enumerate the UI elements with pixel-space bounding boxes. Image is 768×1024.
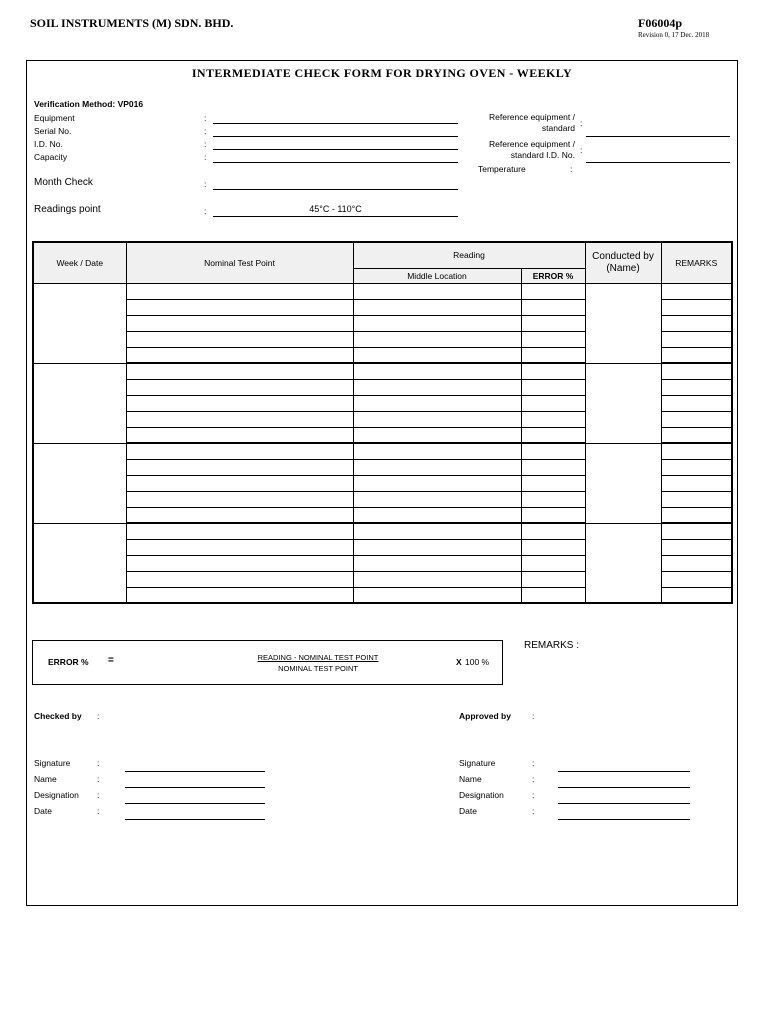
week-date-cell-2[interactable] [33,363,126,443]
approved-name-label: Name [459,774,482,784]
middle-cell[interactable] [353,315,521,331]
equipment-colon: : [204,113,207,123]
nominal-cell[interactable] [126,299,353,315]
capacity-field[interactable] [213,162,458,163]
ref-id-label-line2: standard I.D. No. [510,150,575,160]
form-title: INTERMEDIATE CHECK FORM FOR DRYING OVEN - WEEKLY [191,66,573,80]
ref-equipment-label [430,112,575,134]
nominal-cell[interactable] [126,507,353,523]
checked-designation-label: Designation [34,790,79,800]
readings-point-value: 45°C - 110°C [309,204,362,214]
ref-id-field[interactable] [586,162,730,163]
remarks-cell[interactable] [661,411,732,427]
middle-cell[interactable] [353,507,521,523]
error-cell[interactable] [521,331,585,347]
error-cell[interactable] [521,363,585,379]
conducted-by-cell-4[interactable] [585,523,661,603]
nominal-cell[interactable] [126,395,353,411]
formula-percent: 100 % [465,657,490,667]
middle-cell[interactable] [353,395,521,411]
remarks-cell[interactable] [661,299,732,315]
nominal-cell[interactable] [126,363,353,379]
checked-date-label: Date [34,806,52,816]
middle-cell[interactable] [353,459,521,475]
remarks-cell[interactable] [661,315,732,331]
remarks-cell[interactable] [661,539,732,555]
ref-id-label-line1: Reference equipment / [489,139,575,149]
nominal-cell[interactable] [126,331,353,347]
ref-equipment-colon: : [580,118,583,128]
remarks-cell[interactable] [661,507,732,523]
month-check-label: Month Check [34,177,93,188]
conducted-by-line2: (Name) [606,262,640,274]
nominal-cell[interactable] [126,571,353,587]
formula-x: X [456,657,462,667]
ref-equipment-field[interactable] [586,136,730,137]
error-cell[interactable] [521,571,585,587]
checked-name-field[interactable] [125,787,265,788]
company-name: SOIL INSTRUMENTS (M) SDN. BHD. [30,16,234,30]
checked-signature-label: Signature [34,758,71,768]
nominal-cell[interactable] [126,315,353,331]
checked-name-label: Name [34,774,57,784]
conducted-by-header [585,242,661,283]
error-cell[interactable] [521,283,585,299]
nominal-cell[interactable] [126,427,353,443]
approved-designation-colon: : [532,790,535,800]
nominal-cell[interactable] [126,491,353,507]
week-date-cell-1[interactable] [33,283,126,363]
nominal-cell[interactable] [126,283,353,299]
checked-date-colon: : [97,806,100,816]
remarks-label: REMARKS : [524,640,580,651]
checked-date-field[interactable] [125,819,265,820]
error-cell[interactable] [521,395,585,411]
error-cell[interactable] [521,427,585,443]
ref-equipment-label-line1: Reference equipment / [489,112,575,122]
checked-designation-colon: : [97,790,100,800]
ref-equipment-label-line2: standard [541,123,575,133]
capacity-label: Capacity [34,152,68,162]
middle-cell[interactable] [353,539,521,555]
checked-designation-field[interactable] [125,803,265,804]
approved-name-field[interactable] [558,787,690,788]
error-cell[interactable] [521,299,585,315]
remarks-cell[interactable] [661,523,732,539]
remarks-cell[interactable] [661,363,732,379]
remarks-cell[interactable] [661,331,732,347]
temperature-colon: : [570,164,573,174]
error-cell[interactable] [521,411,585,427]
middle-cell[interactable] [353,427,521,443]
nominal-cell[interactable] [126,475,353,491]
remarks-cell[interactable] [661,443,732,459]
approved-date-label: Date [459,806,477,816]
nominal-cell[interactable] [126,539,353,555]
conducted-by-cell-1[interactable] [585,283,661,363]
week-date-cell-4[interactable] [33,523,126,603]
serial-no-label: Serial No. [34,126,72,136]
checked-by-label: Checked by [34,711,82,721]
checked-name-colon: : [97,774,100,784]
id-no-field[interactable] [213,149,458,150]
middle-cell[interactable] [353,299,521,315]
approved-date-colon: : [532,806,535,816]
middle-cell[interactable] [353,523,521,539]
remarks-cell[interactable] [661,283,732,299]
week-date-header: Week / Date [33,242,126,283]
equipment-label: Equipment [34,113,75,123]
formula-denominator: NOMINAL TEST POINT [278,664,358,673]
reading-header: Reading [353,242,585,268]
verification-method: Verification Method: VP016 [34,99,144,109]
nominal-cell[interactable] [126,411,353,427]
form-code: F06004p [638,16,683,30]
error-cell[interactable] [521,459,585,475]
middle-location-header: Middle Location [353,268,521,283]
middle-cell[interactable] [353,491,521,507]
middle-cell[interactable] [353,363,521,379]
id-no-colon: : [204,139,207,149]
nominal-cell[interactable] [126,347,353,363]
middle-cell[interactable] [353,587,521,603]
approved-designation-field[interactable] [558,803,690,804]
formula-error-label: ERROR % [48,657,89,667]
error-pct-header: ERROR % [521,268,585,283]
middle-cell[interactable] [353,379,521,395]
conducted-by-cell-3[interactable] [585,443,661,523]
checked-signature-colon: : [97,758,100,768]
approved-date-field[interactable] [558,819,690,820]
serial-no-field[interactable] [213,136,458,137]
nominal-cell[interactable] [126,587,353,603]
week-date-cell-3[interactable] [33,443,126,523]
remarks-cell[interactable] [661,571,732,587]
approved-signature-label: Signature [459,758,496,768]
nominal-cell[interactable] [126,379,353,395]
readings-point-field[interactable] [213,216,458,217]
nominal-cell[interactable] [126,443,353,459]
approved-by-colon: : [532,711,535,721]
conducted-by-line1: Conducted by [592,250,654,262]
error-cell[interactable] [521,443,585,459]
nominal-cell[interactable] [126,555,353,571]
remarks-cell[interactable] [661,459,732,475]
error-cell[interactable] [521,347,585,363]
error-cell[interactable] [521,491,585,507]
conducted-by-cell-2[interactable] [585,363,661,443]
middle-cell[interactable] [353,475,521,491]
error-cell[interactable] [521,475,585,491]
revision-text: Revision 0, 17 Dec. 2018 [638,31,710,39]
month-check-colon: : [204,179,207,189]
remarks-cell[interactable] [661,475,732,491]
approved-name-colon: : [532,774,535,784]
middle-cell[interactable] [353,571,521,587]
remarks-cell[interactable] [661,427,732,443]
readings-point-colon: : [204,206,207,216]
month-check-field[interactable] [213,189,458,190]
error-cell[interactable] [521,379,585,395]
remarks-header: REMARKS [661,242,732,283]
formula-numerator: READING - NOMINAL TEST POINT [257,653,379,662]
nominal-test-point-header: Nominal Test Point [126,242,353,283]
nominal-cell[interactable] [126,459,353,475]
check-table [32,241,733,604]
error-formula-box [32,640,503,685]
error-cell[interactable] [521,587,585,603]
middle-cell[interactable] [353,443,521,459]
approved-by-label: Approved by [459,711,511,721]
formula-equals: = [108,655,114,666]
middle-cell[interactable] [353,555,521,571]
approved-signature-colon: : [532,758,535,768]
serial-no-colon: : [204,126,207,136]
middle-cell[interactable] [353,347,521,363]
ref-id-colon: : [580,145,583,155]
checked-by-colon: : [97,711,100,721]
nominal-cell[interactable] [126,523,353,539]
remarks-cell[interactable] [661,555,732,571]
remarks-cell[interactable] [661,347,732,363]
approved-signature-field[interactable] [558,771,690,772]
error-cell[interactable] [521,555,585,571]
middle-cell[interactable] [353,283,521,299]
checked-signature-field[interactable] [125,771,265,772]
capacity-colon: : [204,152,207,162]
remarks-cell[interactable] [661,491,732,507]
middle-cell[interactable] [353,331,521,347]
error-cell[interactable] [521,523,585,539]
remarks-cell[interactable] [661,395,732,411]
remarks-cell[interactable] [661,379,732,395]
equipment-field[interactable] [213,123,458,124]
remarks-cell[interactable] [661,587,732,603]
error-cell[interactable] [521,539,585,555]
approved-designation-label: Designation [459,790,504,800]
error-cell[interactable] [521,507,585,523]
id-no-label: I.D. No. [34,139,63,149]
middle-cell[interactable] [353,411,521,427]
ref-id-label [430,139,575,161]
error-cell[interactable] [521,315,585,331]
readings-point-label: Readings point [34,204,101,215]
temperature-label: Temperature [478,164,526,174]
